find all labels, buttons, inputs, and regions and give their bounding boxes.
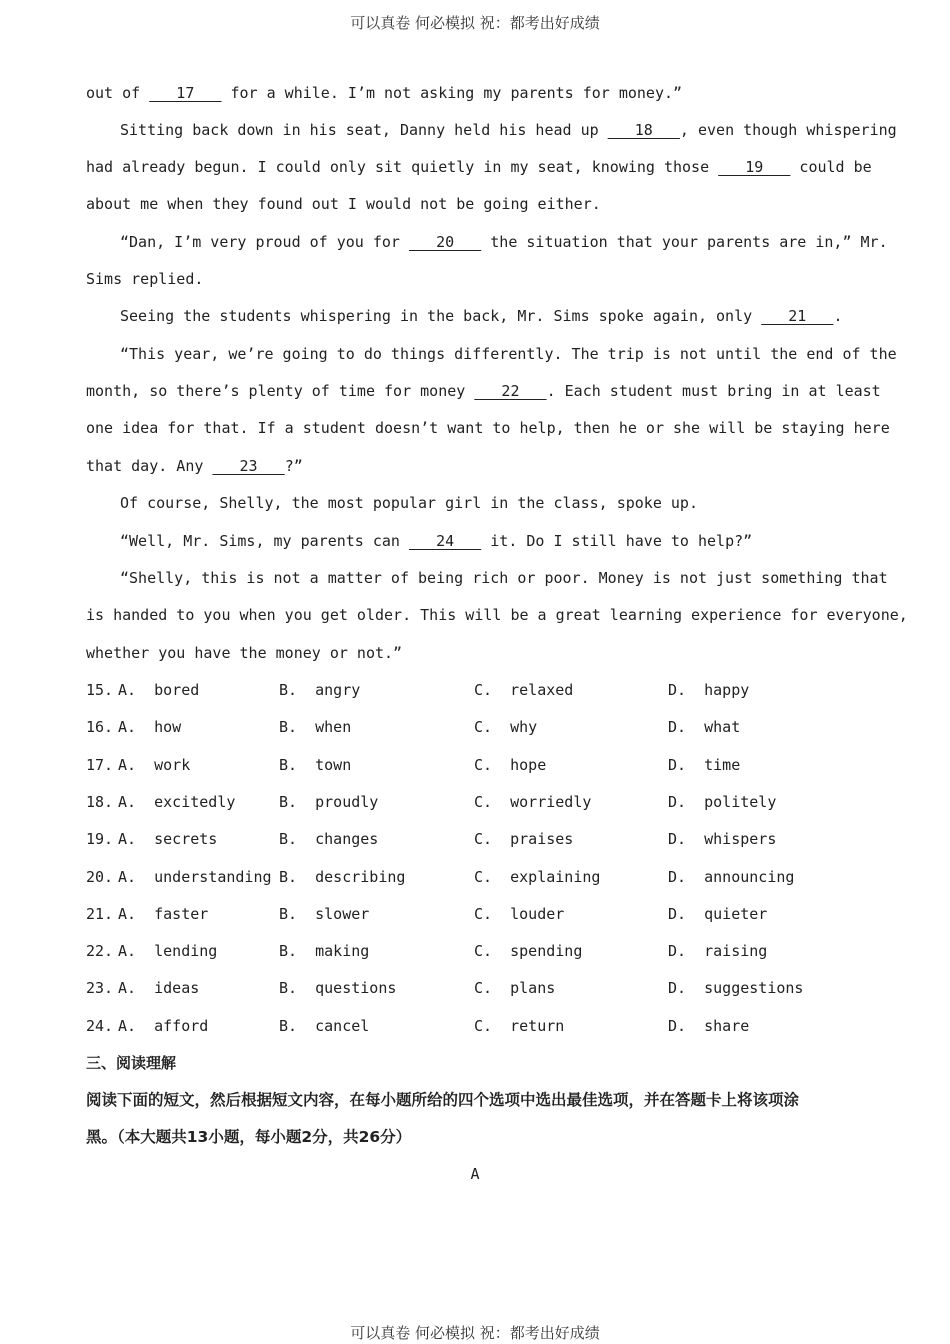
question-number: 17. (86, 756, 114, 774)
option-b: B. slower (279, 905, 370, 923)
passage-text: it. Do I still have to help?” (481, 532, 753, 550)
question-option-row (86, 680, 886, 700)
page-header: 可以真卷 何必模拟 祝：都考出好成绩 (350, 14, 600, 32)
option-d: D. happy (668, 681, 750, 699)
passage-text: Sims replied. (86, 270, 204, 288)
cloze-blank: 19 (718, 158, 791, 176)
option-a: A. work (118, 756, 191, 774)
passage-line (86, 157, 872, 177)
part-label: A (470, 1165, 480, 1183)
passage-text: about me when they found out I would not be going either. (86, 195, 601, 213)
cloze-blank: 22 (474, 382, 547, 400)
cloze-blank: 21 (761, 307, 834, 325)
option-b: B. describing (279, 868, 406, 886)
option-d: D. whispers (668, 830, 777, 848)
question-option-row (86, 904, 886, 924)
option-a: A. understanding (118, 868, 272, 886)
question-number: 24. (86, 1017, 114, 1035)
passage-line (86, 194, 601, 214)
section-title: 三、阅读理解 (86, 1054, 177, 1072)
passage-line (86, 418, 890, 438)
passage-text: “Dan, I’m very proud of you for (120, 233, 409, 251)
passage-text: for a while. I’m not asking my parents for money.” (221, 84, 683, 102)
question-option-row (86, 792, 886, 812)
option-d: D. suggestions (668, 979, 804, 997)
option-b: B. proudly (279, 793, 379, 811)
passage-text: . (833, 307, 843, 325)
passage-text: the situation that your parents are in,” Mr. (481, 233, 888, 251)
option-c: C. worriedly (474, 793, 592, 811)
passage-text: “Well, Mr. Sims, my parents can (120, 532, 409, 550)
question-number: 16. (86, 718, 114, 736)
option-a: A. afford (118, 1017, 209, 1035)
option-c: C. why (474, 718, 538, 736)
question-number: 20. (86, 868, 114, 886)
option-a: A. lending (118, 942, 218, 960)
option-b: B. angry (279, 681, 361, 699)
passage-text: Sitting back down in his seat, Danny held his head up (120, 121, 608, 139)
option-c: C. relaxed (474, 681, 574, 699)
option-a: A. excitedly (118, 793, 236, 811)
question-option-row (86, 717, 886, 737)
cloze-blank: 24 (408, 532, 482, 550)
option-d: D. announcing (668, 868, 795, 886)
option-b: B. town (279, 756, 352, 774)
option-b: B. questions (279, 979, 397, 997)
question-number: 19. (86, 830, 114, 848)
option-b: B. cancel (279, 1017, 370, 1035)
question-option-row (86, 867, 886, 887)
option-d: D. share (668, 1017, 750, 1035)
cloze-blank: 23 (212, 457, 285, 475)
question-number: 22. (86, 942, 114, 960)
cloze-blank: 18 (607, 121, 680, 139)
question-option-row (86, 755, 886, 775)
question-option-row (86, 941, 886, 961)
option-c: C. explaining (474, 868, 601, 886)
passage-line (120, 120, 897, 140)
question-option-row (86, 829, 886, 849)
passage-line (120, 568, 888, 588)
passage-text: . Each student must bring in at least (546, 382, 881, 400)
passage-text: “Shelly, this is not a matter of being rich or poor. Money is not just something that (120, 569, 888, 587)
instructions-line-1: 阅读下面的短文，然后根据短文内容，在每小题所给的四个选项中选出最佳选项，并在答题卡上将该项涂 (86, 1091, 800, 1109)
passage-line (120, 232, 888, 252)
option-c: C. louder (474, 905, 565, 923)
passage-line (86, 456, 303, 476)
option-d: D. quieter (668, 905, 768, 923)
passage-text: month, so there’s plenty of time for money (86, 382, 475, 400)
passage-text: had already begun. I could only sit quietly in my seat, knowing those (86, 158, 719, 176)
option-c: C. hope (474, 756, 547, 774)
cloze-blank: 20 (408, 233, 482, 251)
option-c: C. plans (474, 979, 556, 997)
option-a: A. bored (118, 681, 200, 699)
option-a: A. how (118, 718, 182, 736)
question-number: 15. (86, 681, 114, 699)
cloze-blank: 17 (149, 84, 222, 102)
passage-text: could be (790, 158, 872, 176)
option-a: A. secrets (118, 830, 218, 848)
passage-text: , even though whispering (679, 121, 897, 139)
question-option-row (86, 978, 886, 998)
option-a: A. faster (118, 905, 209, 923)
option-b: B. making (279, 942, 370, 960)
passage-line (86, 269, 203, 289)
option-d: D. time (668, 756, 741, 774)
passage-text: is handed to you when you get older. This will be a great learning experience for everyone, (86, 606, 908, 624)
option-b: B. when (279, 718, 352, 736)
question-number: 23. (86, 979, 114, 997)
passage-line (120, 344, 897, 364)
option-c: C. return (474, 1017, 565, 1035)
question-number: 18. (86, 793, 114, 811)
passage-text: whether you have the money or not.” (86, 644, 403, 662)
option-b: B. changes (279, 830, 379, 848)
passage-text: ?” (284, 457, 303, 475)
passage-text: Seeing the students whispering in the back, Mr. Sims spoke again, only (120, 307, 762, 325)
passage-line (86, 83, 682, 103)
page-footer: 可以真卷 何必模拟 祝：都考出好成绩 (350, 1324, 600, 1342)
option-d: D. what (668, 718, 741, 736)
option-a: A. ideas (118, 979, 200, 997)
option-c: C. praises (474, 830, 574, 848)
passage-line (120, 306, 842, 326)
passage-text: that day. Any (86, 457, 213, 475)
question-number: 21. (86, 905, 114, 923)
option-c: C. spending (474, 942, 583, 960)
question-option-row (86, 1016, 886, 1036)
option-d: D. politely (668, 793, 777, 811)
passage-text: “This year, we’re going to do things differently. The trip is not until the end of the (120, 345, 897, 363)
passage-line (86, 381, 881, 401)
passage-line (120, 531, 752, 551)
passage-line (86, 605, 908, 625)
passage-text: Of course, Shelly, the most popular girl in the class, spoke up. (120, 494, 698, 512)
passage-line (86, 643, 402, 663)
passage-line (120, 493, 698, 513)
instructions-line-2: 黑。（本大题共13小题，每小题2分，共26分） (86, 1128, 412, 1146)
option-d: D. raising (668, 942, 768, 960)
passage-text: one idea for that. If a student doesn’t want to help, then he or she will be staying here (86, 419, 890, 437)
passage-text: out of (86, 84, 150, 102)
